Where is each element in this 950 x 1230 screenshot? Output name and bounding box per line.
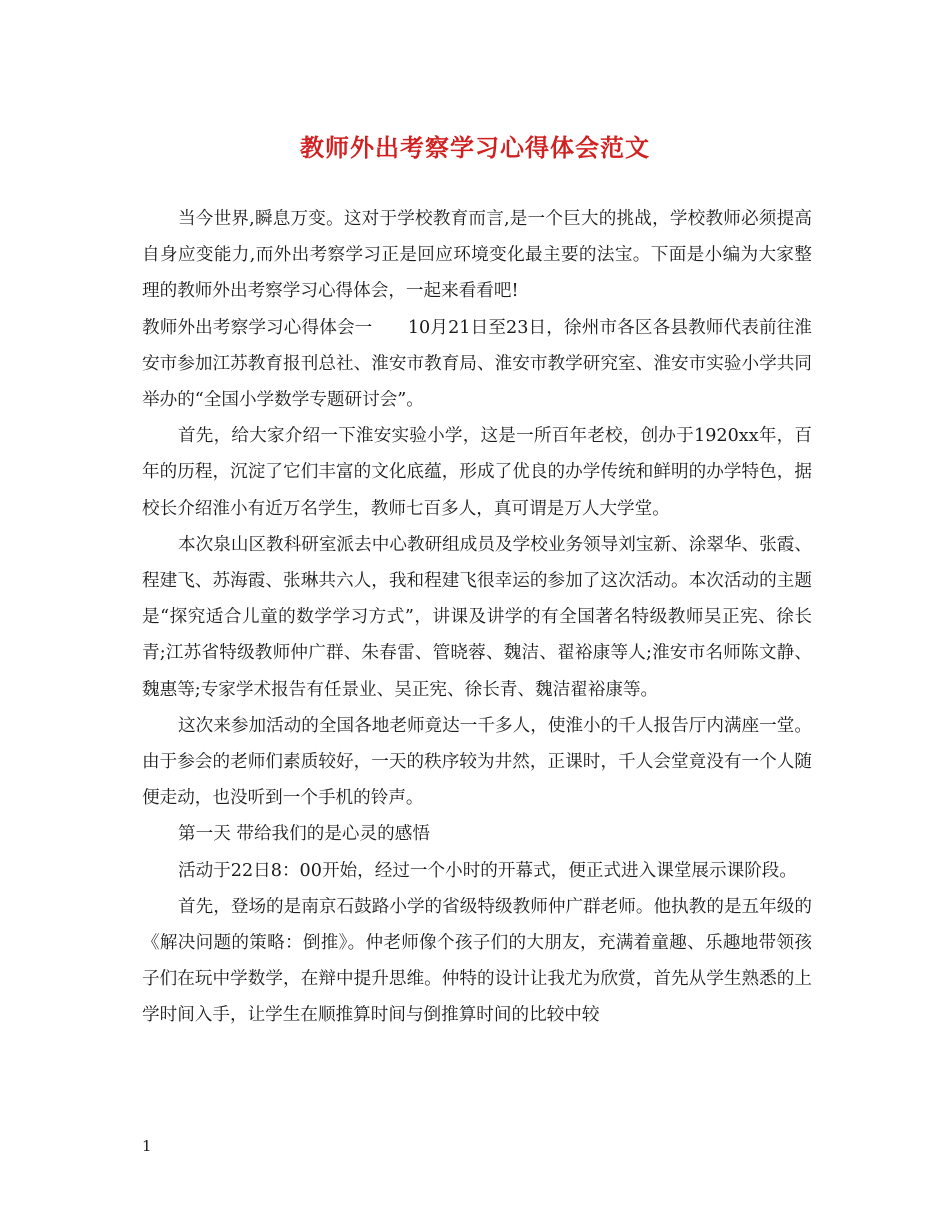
document-title: 教师外出考察学习心得体会范文 [300,133,650,162]
paragraph-participants: 本次泉山区教科研室派去中心教研组成员及学校业务领导刘宝新、涂翠华、张霞、程建飞、苏海霞、张琳共六人，我和程建飞很幸运的参加了这次活动。本次活动的主题是“探究适合儿童的数学学习方式”，讲课及讲学的有全国著名特级教师吴正宪、徐长青;江苏省特级教师仲广群、朱春雷、管晓蓉、魏洁、翟裕康等人;淮安市名师陈文静、魏惠等;专家学术报告有任景业、吴正宪、徐长青、魏洁翟裕康等。 [142,534,812,700]
paragraph-first-lesson: 首先，登场的是南京石鼓路小学的省级特级教师仲广群老师。他执教的是五年级的《解决问题的策略：倒推》。仲老师像个孩子们的大朋友，充满着童趣、乐趣地带领孩子们在玩中学数学，在辩中提升思维。仲特的设计让我尤为欣赏，首先从学生熟悉的上学时间入手，让学生在顺推算时间与倒推算时间的比较中较 [142,896,812,1026]
document-body [142,201,812,1034]
paragraph-day-one-heading: 第一天 带给我们的是心灵的感悟 [178,824,430,845]
paragraph-attendance: 这次来参加活动的全国各地老师竟达一千多人，使淮小的千人报告厅内满座一堂。由于参会的老师们素质较好，一天的秩序较为井然，正课时，千人会堂竟没有一个人随便走动，也没听到一个手机的铃声。 [142,715,812,809]
paragraph-school-intro: 首先，给大家介绍一下淮安实验小学，这是一所百年老校，创办于1920xx年，百年的历程，沉淀了它们丰富的文化底蕴，形成了优良的办学传统和鲜明的办学特色，据校长介绍淮小有近万名学生，教师七百多人，真可谓是万人大学堂。 [142,426,812,519]
paragraph-intro: 当今世界,瞬息万变。这对于学校教育而言,是一个巨大的挑战，学校教师必须提高自身应变能力,而外出考察学习正是回应环境变化最主要的法宝。下面是小编为大家整理的教师外出考察学习心得体会，一起来看看吧! [142,209,812,302]
page-number: 1 [142,1137,152,1155]
paragraph-schedule: 活动于22日8：00开始，经过一个小时的开幕式，便正式进入课堂展示课阶段。 [178,860,797,881]
paragraph-section-one-heading: 教师外出考察学习心得体会一 10月21日至23日，徐州市各区各县教师代表前往淮安市参加江苏教育报刊总社、淮安市教育局、淮安市教学研究室、淮安市实验小学共同举办的“全国小学数学专题研讨会”。 [142,317,812,411]
